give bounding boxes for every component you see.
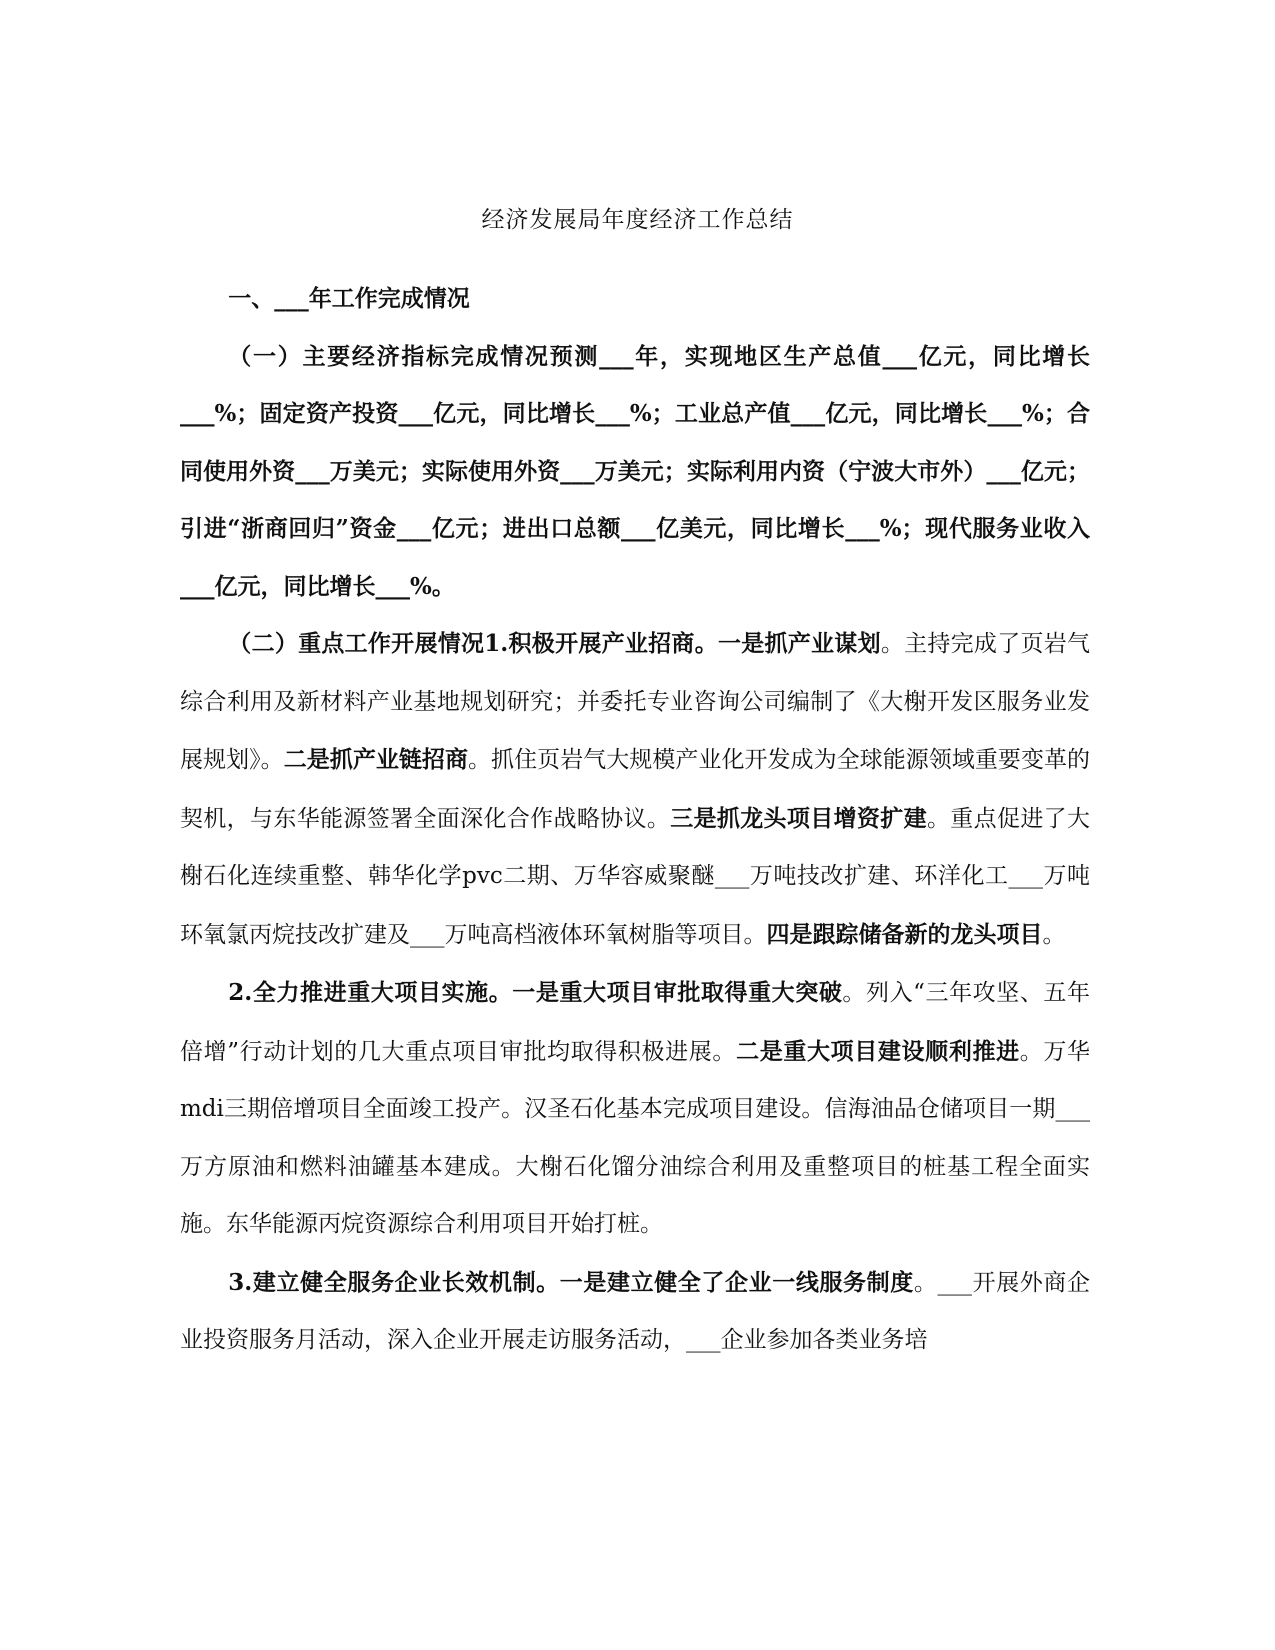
section-heading: 一、___年工作完成情况: [228, 285, 470, 312]
text-run: 。___开展外商企业投资服务月活动，深入企业开展走访服务活动，___企业参加各类业务培: [180, 1269, 1091, 1353]
document-title: 经济发展局年度经济工作总结: [481, 207, 794, 233]
text-run: 。列入“三年攻坚、五年倍增”行动计划的几大重点项目审批均取得积极进展。: [180, 980, 1090, 1065]
bold-phrase: 3.建立健全服务企业长效机制。一是建立健全了企业一线服务制度: [228, 1268, 914, 1296]
text-run: 。重点促进了大榭石化连续重整、韩华化学pvc二期、万华容威聚醚___万吨技改扩建、环洋化工___万吨环氧氯丙烷技改扩建及___万吨高档液体环氧树脂等项目。: [180, 805, 1091, 948]
paragraph-key-work: [180, 615, 1090, 964]
text-run: 。: [1042, 921, 1066, 948]
bold-phrase: 二是重大项目建设顺利推进: [736, 1037, 1020, 1065]
text-run: 。主持完成了页岩气综合利用及新材料产业基地规划研究；并委托专业咨询公司编制了《大榭开发区服务业发展规划》。: [180, 631, 1090, 773]
paragraph-service-mechanism: [180, 1254, 1090, 1370]
bold-phrase: 三是抓龙头项目增资扩建: [670, 804, 927, 832]
paragraph-economic-indicators: （一）主要经济指标完成情况预测___年，实现地区生产总值___亿元，同比增长___%；固定资产投资___亿元，同比增长___%；工业总产值___亿元，同比增长___%；合同使用外资___万美元；实际使用外资___万美元；实际利用内资（宁波大市外）___亿元；引进“浙商回归”资金___亿元；进出口总额___亿美元，同比增长___%；现代服务业收入___亿元，同比增长___%。: [180, 342, 1090, 600]
bold-phrase: 2.全力推进重大项目实施。一是重大项目审批取得重大突破: [228, 979, 843, 1006]
document-body: [180, 270, 1090, 1370]
bold-phrase: 四是跟踪储备新的龙头项目: [766, 920, 1043, 948]
bold-phrase: （二）重点工作开展情况1.积极开展产业招商。一是抓产业谋划: [228, 630, 881, 657]
paragraph-major-projects: [180, 964, 1090, 1254]
text-run: 。万华mdi三期倍增项目全面竣工投产。汉圣石化基本完成项目建设。信海油品仓储项目一期___万方原油和燃料油罐基本建成。大榭石化馏分油综合利用及重整项目的桩基工程全面实施。东华能源丙烷资源综合利用项目开始打桩。: [180, 1038, 1091, 1237]
text-run: 。抓住页岩气大规模产业化开发成为全球能源领域重要变革的契机，与东华能源签署全面深化合作战略协议。: [180, 747, 1091, 832]
bold-phrase: 二是抓产业链招商: [283, 746, 469, 773]
